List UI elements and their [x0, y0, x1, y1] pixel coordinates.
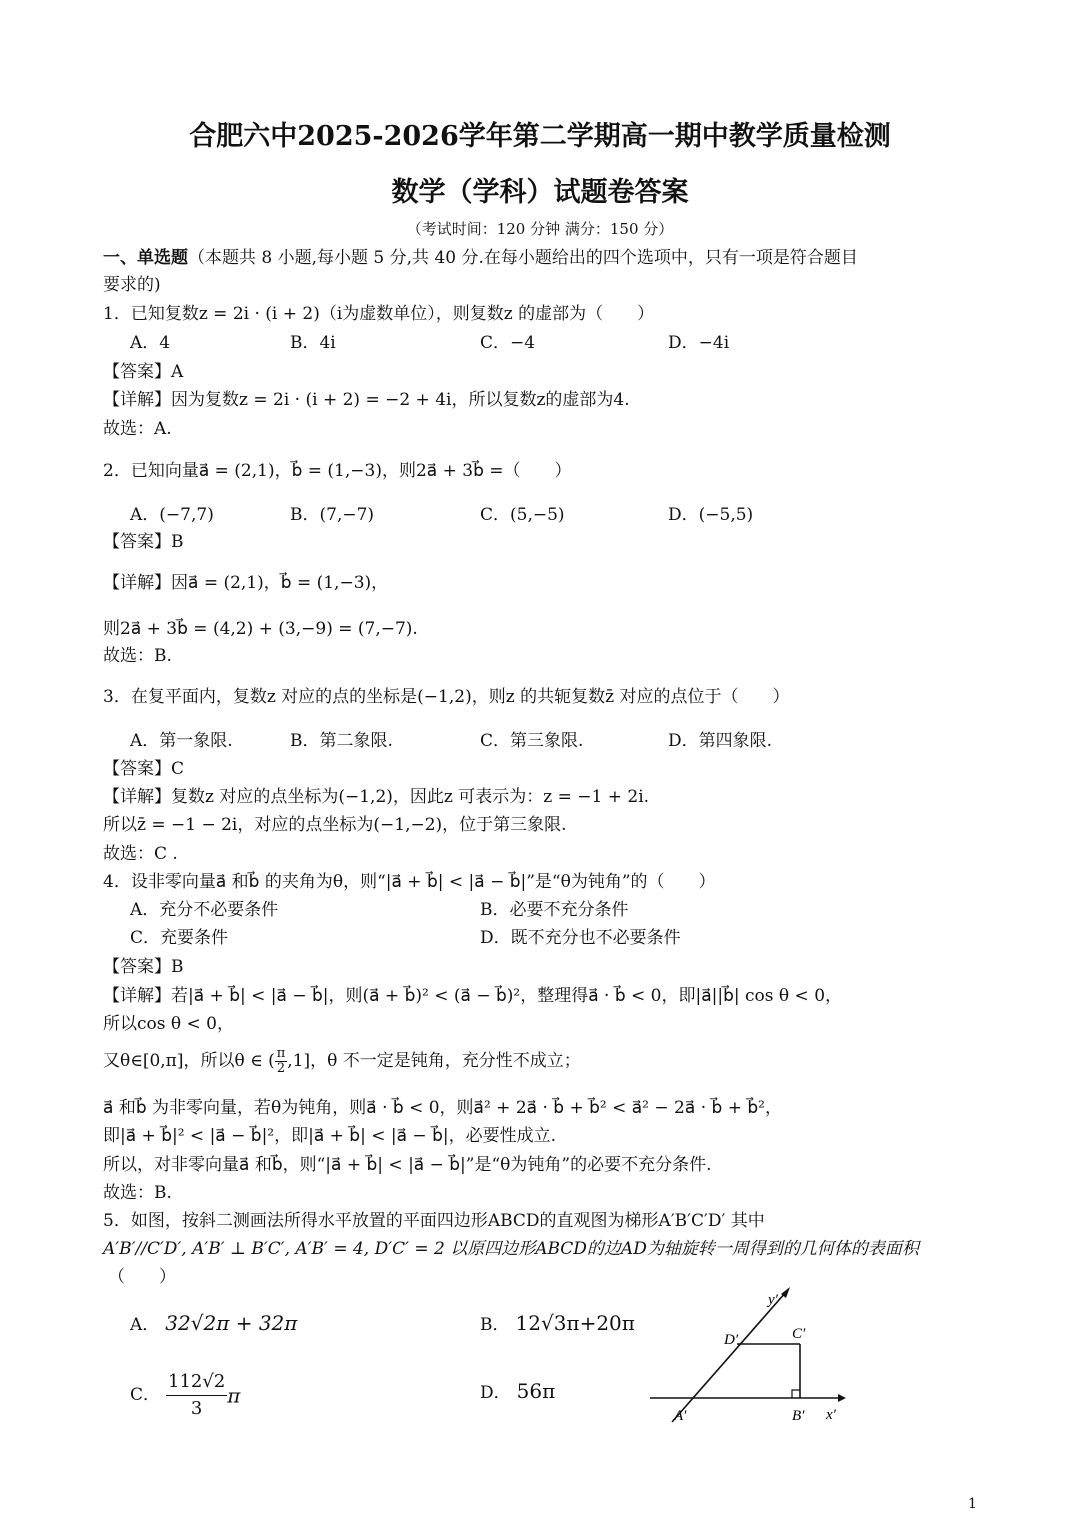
- q1-stem: 1．已知复数z = 2i · (i + 2)（i为虚数单位），则复数z 的虚部为（ ）: [103, 304, 655, 324]
- q4-option-c: C．充要条件: [130, 928, 229, 948]
- fraction-denominator: 2: [276, 1061, 286, 1076]
- label-d: D′: [724, 1332, 739, 1348]
- q3-stem: 3．在复平面内，复数z 对应的点的坐标是(−1,2)，则z 的共轭复数z̄ 对应的点位于（ ）: [103, 687, 790, 707]
- q4-option-b: B．必要不充分条件: [480, 900, 629, 920]
- doc-title: 合肥六中2025-2026学年第二学期高一期中教学质量检测: [189, 121, 891, 152]
- right-angle-mark: [792, 1390, 800, 1398]
- doc-subtitle: 数学（学科）试题卷答案: [391, 177, 689, 208]
- q1-option-d: D．−4i: [668, 333, 730, 353]
- q2-detail-1: 【详解】因a⃗ = (2,1)，b⃗ = (1,−3)，: [103, 573, 389, 593]
- page-number: 1: [968, 1496, 977, 1512]
- q3-detail-1: 【详解】复数z 对应的点坐标为(−1,2)，因此z 可表示为：z = −1 + 2i.: [103, 787, 650, 807]
- q4-detail-3: [103, 1046, 581, 1076]
- q1-detail: 【详解】因为复数z = 2i · (i + 2) = −2 + 4i，所以复数z的虚部为4.: [103, 390, 630, 410]
- q3-option-a: A．第一象限.: [130, 731, 233, 751]
- q5-option-d-expr: 56π: [516, 1379, 556, 1403]
- q5-option-a-expr: 32√2π + 32π: [165, 1311, 298, 1335]
- q5-stem-3: （ ）: [108, 1267, 176, 1287]
- q2-option-d: D．(−5,5): [668, 505, 754, 525]
- q3-option-b: B．第二象限.: [290, 731, 393, 751]
- q4-detail-3-post: ,1]，θ 不一定是钝角，充分性不成立；: [287, 1051, 581, 1071]
- q5-stem-1: 5．如图，按斜二测画法所得水平放置的平面四边形ABCD的直观图为梯形A′B′C′D′ 其中: [103, 1211, 765, 1231]
- q5-option-c-fraction: [166, 1369, 227, 1422]
- q5-option-c-pi: π: [227, 1383, 241, 1408]
- q4-detail-3-pre: 又θ∈[0,π]，所以θ ∈ (: [103, 1051, 275, 1071]
- x-axis-arrow: [838, 1394, 846, 1402]
- oblique-projection-figure: [640, 1282, 860, 1432]
- q1-option-a: A．4: [130, 333, 171, 353]
- pi-over-2-fraction: [275, 1047, 288, 1076]
- q4-option-a: A．充分不必要条件: [130, 900, 279, 920]
- q5-option-b: [480, 1312, 635, 1336]
- q4-answer: 【答案】B: [103, 957, 184, 977]
- q1-option-c: C．−4: [480, 333, 536, 353]
- section1-header: [103, 247, 858, 269]
- q2-stem: 2．已知向量a⃗ = (2,1)，b⃗ = (1,−3)，则2a⃗ + 3b⃗ =（ ）: [103, 461, 572, 481]
- section1-desc-line2: 要求的): [103, 275, 161, 295]
- q5-option-a: [130, 1312, 297, 1336]
- q5-option-c: [130, 1368, 240, 1423]
- q3-option-d: D．第四象限.: [668, 731, 773, 751]
- q1-choose: 故选：A.: [103, 419, 172, 439]
- q4-detail-5: 即|a⃗ + b⃗|² < |a⃗ − b⃗|²，即|a⃗ + b⃗| < |a⃗ − b⃗|，必要性成立.: [103, 1126, 556, 1146]
- q2-option-a: A．(−7,7): [130, 505, 214, 525]
- q4-option-d: D．既不充分也不必要条件: [480, 928, 681, 948]
- q1-answer: 【答案】A: [103, 362, 184, 382]
- q1-option-b: B．4i: [290, 333, 336, 353]
- exam-info: （考试时间：120 分钟 满分：150 分）: [406, 220, 674, 238]
- section1-desc: （本题共 8 小题,每小题 5 分,共 40 分.在每小题给出的四个选项中，只有一项是符合题目: [188, 248, 858, 268]
- q4-detail-2: 所以cos θ < 0，: [103, 1014, 234, 1034]
- label-a: A′: [674, 1408, 687, 1424]
- q3-detail-2: 所以z̄ = −1 − 2i，对应的点坐标为(−1,−2)，位于第三象限.: [103, 815, 567, 835]
- q4-stem: 4．设非零向量a⃗ 和b⃗ 的夹角为θ，则“|a⃗ + b⃗| < |a⃗ − b⃗|”是“θ为钝角”的（ ）: [103, 872, 716, 892]
- q2-answer: 【答案】B: [103, 532, 184, 552]
- label-y: y′: [768, 1292, 778, 1308]
- q2-choose: 故选：B.: [103, 646, 172, 666]
- q2-detail-2: 则2a⃗ + 3b⃗ = (4,2) + (3,−9) = (7,−7).: [103, 619, 418, 639]
- section1-heading: 一、单选题: [103, 248, 188, 268]
- fraction-numerator: π: [276, 1046, 286, 1061]
- q2-option-c: C．(5,−5): [480, 505, 565, 525]
- q3-answer: 【答案】C: [103, 759, 185, 779]
- q5-option-b-expr: 12√3π+20π: [515, 1311, 635, 1335]
- q5-option-d-label: D．: [480, 1383, 511, 1403]
- q4-detail-4: a⃗ 和b⃗ 为非零向量，若θ为钝角，则a⃗ · b⃗ < 0，则a⃗² + 2a⃗ · b⃗ + b⃗² < a⃗² − 2a⃗ · b⃗ + b⃗²，: [103, 1098, 782, 1118]
- q4-detail-1: 【详解】若|a⃗ + b⃗| < |a⃗ − b⃗|，则(a⃗ + b⃗)² < (a⃗ − b⃗)²，整理得a⃗ · b⃗ < 0，即|a⃗||b⃗| cos θ < 0，: [103, 986, 843, 1006]
- q4-detail-6: 所以，对非零向量a⃗ 和b⃗，则“|a⃗ + b⃗| < |a⃗ − b⃗|”是“θ为钝角”的必要不充分条件.: [103, 1155, 712, 1175]
- q3-option-c: C．第三象限.: [480, 731, 584, 751]
- q5-option-b-label: B．: [480, 1315, 510, 1335]
- q3-choose: 故选：C .: [103, 844, 178, 864]
- label-x: x′: [826, 1407, 836, 1423]
- q4-choose: 故选：B.: [103, 1183, 172, 1203]
- q5-stem-2: A′B′//C′D′, A′B′ ⊥ B′C′, A′B′ = 4, D′C′ = 2 以原四边形ABCD的边AD为轴旋转一周得到的几何体的表面积: [103, 1239, 919, 1259]
- q5-option-c-numerator: 112√2: [166, 1369, 227, 1396]
- q5-option-c-label: C．: [130, 1385, 161, 1405]
- q5-option-c-denominator: 3: [190, 1398, 203, 1419]
- label-b: B′: [792, 1408, 805, 1424]
- q5-option-a-label: A．: [130, 1315, 160, 1335]
- label-c: C′: [792, 1326, 806, 1342]
- q2-option-b: B．(7,−7): [290, 505, 375, 525]
- y-axis: [672, 1292, 786, 1422]
- q5-option-d: [480, 1380, 555, 1404]
